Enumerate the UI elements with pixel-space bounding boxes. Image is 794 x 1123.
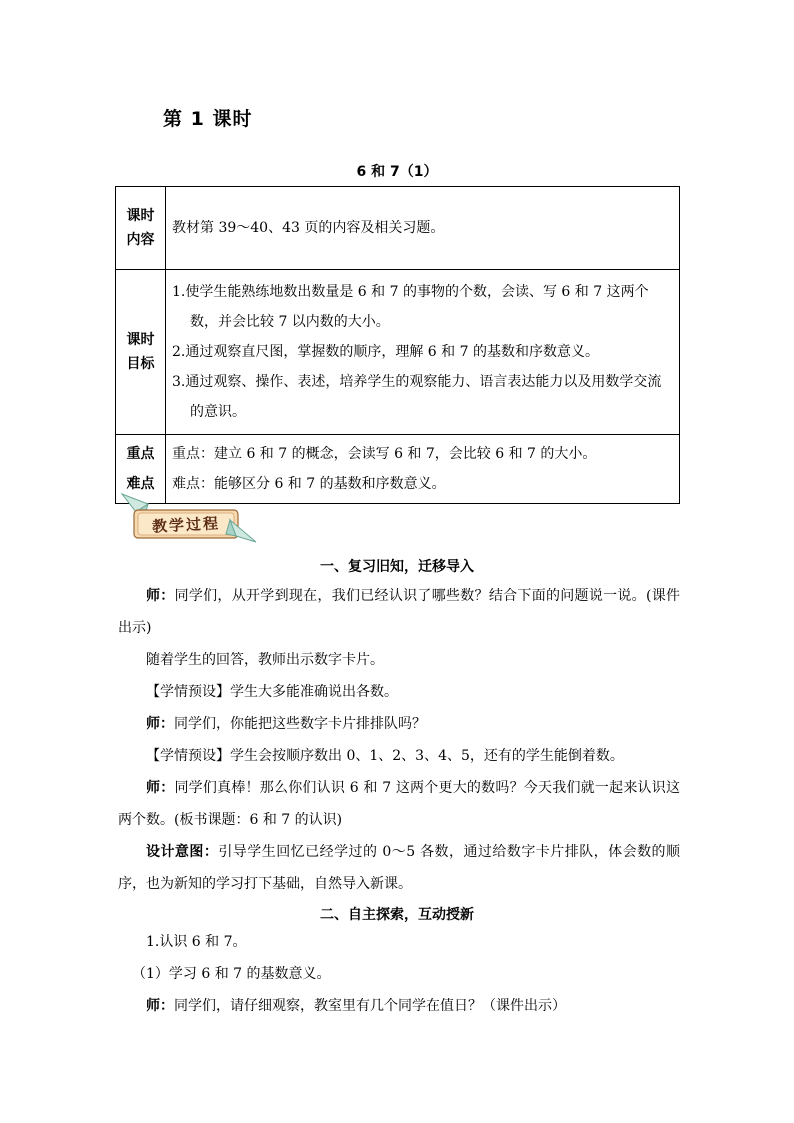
paragraph-2 [118,644,680,676]
goals-cell [166,270,680,435]
paragraph-9 [118,958,680,990]
goal-item: 1.使学生能熟练地数出数量是 6 和 7 的事物的个数，会读、写 6 和 7 这两个数，并会比较 7 以内数的大小。 [172,284,649,330]
paragraph-text: 同学们，从开学到现在，我们已经认识了哪些数？结合下面的问题说一说。(课件出示) [118,588,680,636]
paragraph-4 [118,708,680,740]
paragraph-text: 1.认识 6 和 7。 [146,934,247,950]
lesson-subtitle: 6 和 7（1） [356,164,438,180]
lesson-info-table [115,186,680,504]
table-row-goals [116,270,680,435]
key-header: 重点 难点 [116,435,166,504]
paragraph-text: 学生会按顺序数出 0、1、2、3、4、5，还有的学生能倒着数。 [230,748,624,764]
section-title-1: 一、复习旧知，迁移导入 [320,559,474,575]
teaching-process-banner [118,490,258,548]
paragraph-6 [118,772,680,836]
paragraph-text: 随着学生的回答，教师出示数字卡片。 [146,652,384,668]
content-text: 教材第 39～40、43 页的内容及相关习题。 [166,187,680,270]
difficult-points: 难点：能够区分 6 和 7 的基数和序数意义。 [172,476,446,492]
lesson-title: 第 1 课时 [163,108,253,130]
goal-item: 2.通过观察直尺图，掌握数的顺序，理解 6 和 7 的基数和序数意义。 [172,344,599,360]
paragraph-8 [118,926,680,958]
paragraph-10 [118,990,680,1022]
paragraph-text: 学生大多能准确说出各数。 [230,684,398,700]
paragraph-text: 同学们，你能把这些数字卡片排排队吗？ [174,716,426,732]
goal-item: 3.通过观察、操作、表述，培养学生的观察能力、语言表达能力以及用数学交流的意识。 [172,374,662,420]
speaker-label: 师： [146,780,175,796]
paragraph-5 [118,740,680,772]
paragraph-3 [118,676,680,708]
goals-header: 课时 目标 [116,270,166,435]
paragraph-text: 同学们，请仔细观察，教室里有几个同学在值日？（课件出示） [174,998,566,1014]
paragraph-text: 同学们真棒！那么你们认识 6 和 7 这两个更大的数吗？今天我们就一起来认识这两个数。(板书课题：6 和 7 的认识) [118,780,681,828]
banner-text: 教学过程 [151,514,221,536]
paragraph-text: （1）学习 6 和 7 的基数意义。 [132,966,331,982]
speaker-label: 师： [146,716,174,732]
design-intent-label: 设计意图： [146,844,219,860]
speaker-label: 师： [146,998,174,1014]
section-title-2: 二、自主探索，互动授新 [320,907,474,923]
key-points: 重点：建立 6 和 7 的概念，会读写 6 和 7，会比较 6 和 7 的大小。 [172,446,597,462]
preset-label: 【学情预设】 [146,748,230,764]
preset-label: 【学情预设】 [146,684,230,700]
content-header: 课时 内容 [116,187,166,270]
speaker-label: 师： [146,588,175,604]
paragraph-7 [118,836,680,900]
table-row-content [116,187,680,270]
paragraph-text: 引导学生回忆已经学过的 0～5 各数，通过给数字卡片排队，体会数的顺序，也为新知的学习打下基础，自然导入新课。 [118,844,681,892]
paragraph-1 [118,580,680,644]
